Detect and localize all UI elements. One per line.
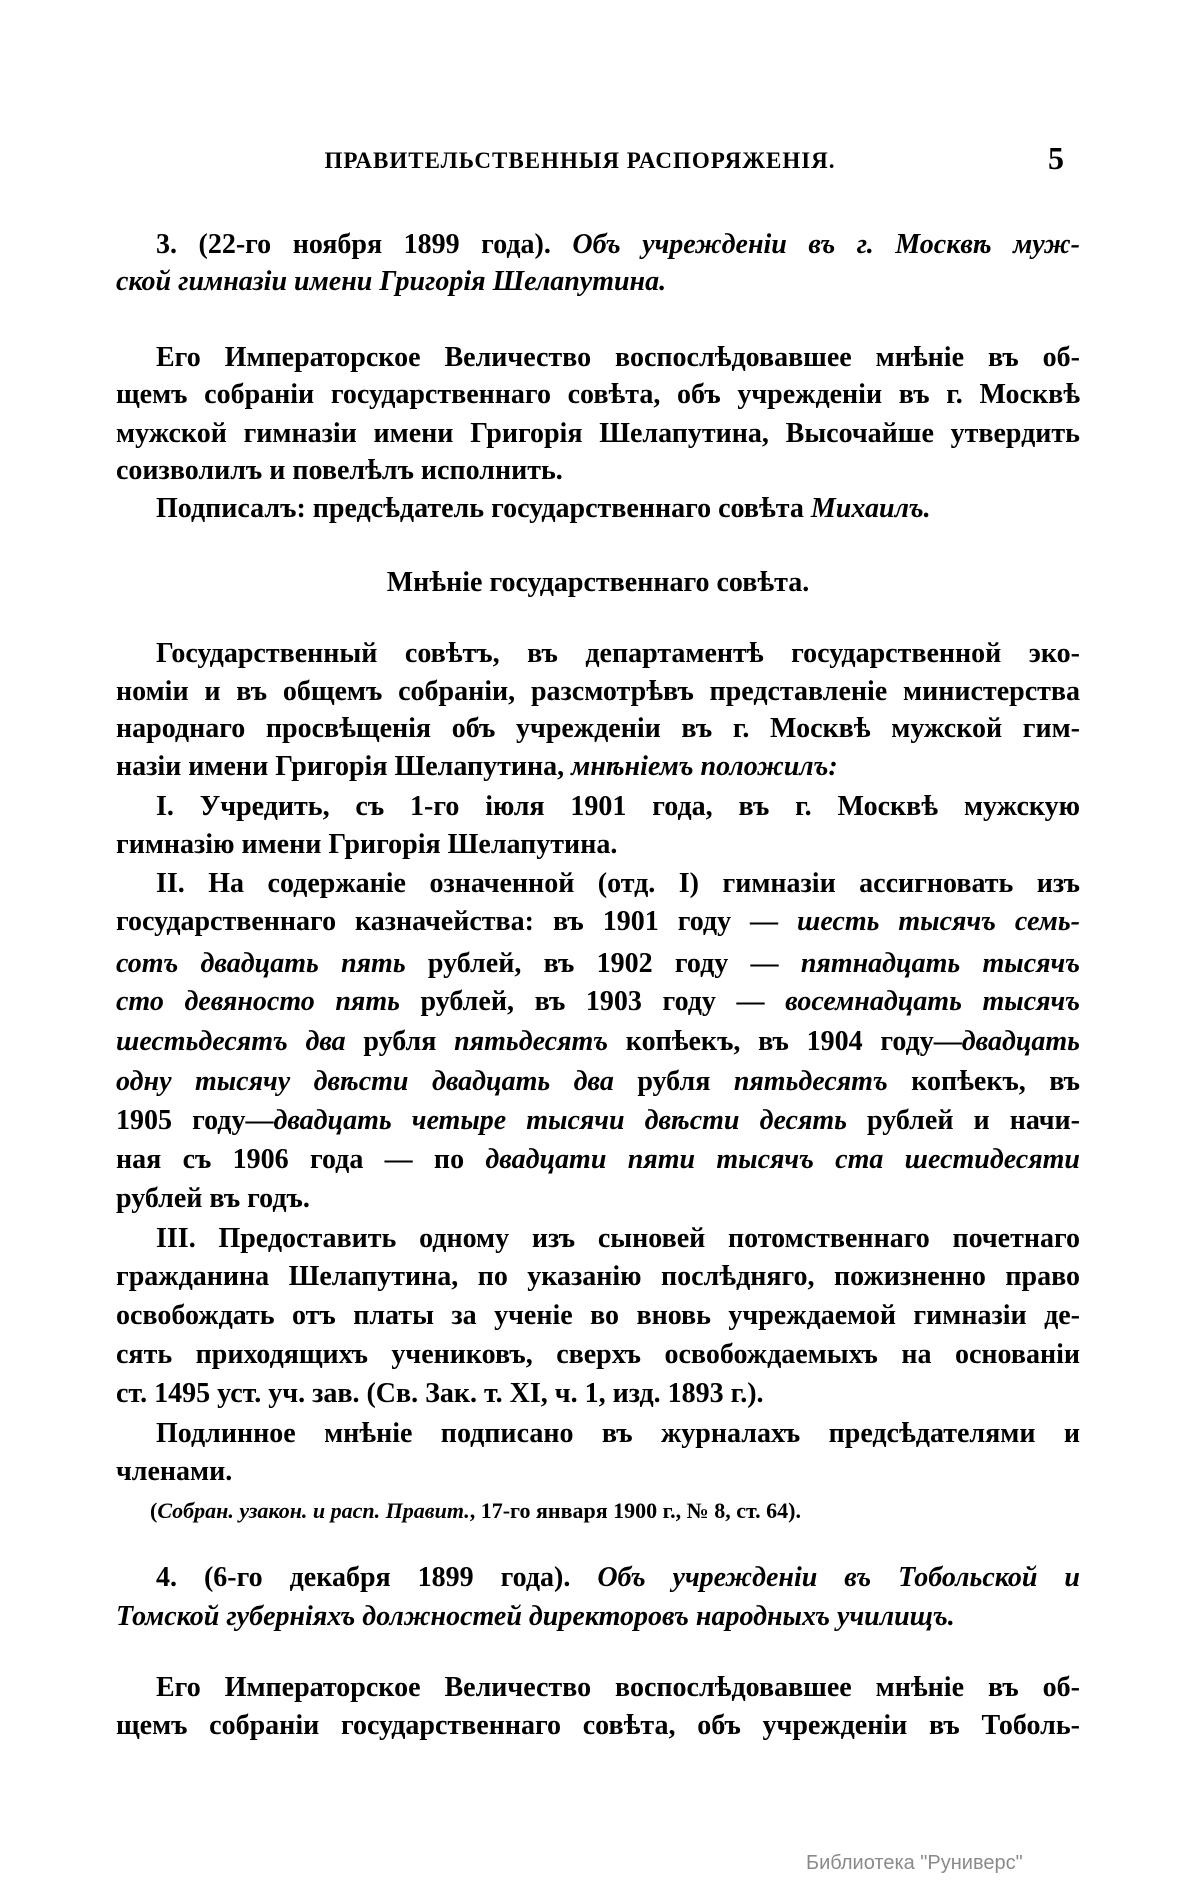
- text-segment: государственнаго казначейства: въ 1901 году —: [116, 906, 798, 937]
- italic-text: шестьдесятъ два: [116, 1026, 346, 1057]
- text-line: [116, 265, 1080, 299]
- italic-text: шесть тысячъ семь-: [797, 906, 1080, 937]
- text-segment: рублей, въ 1902 году —: [405, 948, 801, 979]
- text-segment: копѣекъ, въ 1904 году—: [608, 1026, 962, 1057]
- italic-text: сотъ двадцать пять: [116, 948, 406, 979]
- text-line: [156, 1222, 1080, 1256]
- italic-text: Объ учрежденіи въ г. Москвѣ муж-: [572, 229, 1080, 260]
- text-line: [116, 1260, 1080, 1294]
- text-line: [116, 454, 1080, 488]
- italic-text: сто девяносто пять: [116, 986, 400, 1017]
- text-line: [116, 1299, 1080, 1333]
- text-segment: рублей и начи-: [846, 1105, 1080, 1136]
- library-watermark: Библиотека "Руниверс": [806, 1852, 1023, 1874]
- text-segment: сять приходящихъ учениковъ, сверхъ освобождаемыхъ на основаніи: [116, 1339, 1080, 1370]
- italic-text: мнѣніемъ положилъ:: [571, 751, 838, 782]
- section-heading: [116, 566, 1080, 600]
- italic-text: двадцать: [961, 1026, 1080, 1057]
- text-segment: Подписалъ: предсѣдатель государственнаго совѣта: [156, 493, 811, 524]
- text-line: [116, 1600, 1080, 1634]
- text-segment: назіи имени Григорія Шелапутина,: [116, 751, 572, 782]
- text-segment: гимназію имени Григорія Шелапутина.: [116, 829, 618, 860]
- text-line: [156, 341, 1080, 375]
- text-segment: (: [150, 1498, 158, 1523]
- text-segment: номіи и въ общемъ собраніи, разсмотрѣвъ представленіе министерства: [116, 676, 1080, 707]
- italic-text: пятьдесятъ: [733, 1066, 888, 1097]
- italic-text: Объ учрежденіи въ Тобольской и: [597, 1562, 1081, 1593]
- text-segment: 1905 году—: [116, 1105, 274, 1136]
- italic-text: двадцать четыре тысячи двѣсти десять: [273, 1105, 847, 1136]
- text-line: [116, 675, 1080, 709]
- text-segment: народнаго просвѣщенія объ учрежденіи въ г. Москвѣ мужской гим-: [116, 713, 1080, 744]
- text-segment: Его Императорское Величество воспослѣдовавшее мнѣніе въ об-: [156, 1672, 1080, 1703]
- text-segment: 3. (22-го ноября 1899 года).: [156, 229, 573, 260]
- italic-text: двадцати пяти тысячъ ста шестидесяти: [485, 1144, 1080, 1175]
- text-line: [156, 1561, 1080, 1595]
- text-segment: членами.: [116, 1456, 233, 1487]
- text-segment: рублей въ годъ.: [116, 1183, 310, 1214]
- text-segment: копѣекъ, въ: [887, 1066, 1080, 1097]
- text-line: [116, 417, 1080, 451]
- italic-text: Михаилъ.: [810, 493, 931, 524]
- text-line: [116, 1025, 1080, 1059]
- text-segment: ная съ 1906 года — по: [116, 1144, 486, 1175]
- text-segment: щемъ собраніи государственнаго совѣта, объ учрежденіи въ Тоболь-: [116, 1710, 1080, 1741]
- text-line: [156, 492, 1080, 526]
- text-line: [116, 750, 1080, 784]
- italic-text: пятнадцать тысячъ: [800, 948, 1080, 979]
- text-line: [116, 947, 1080, 981]
- text-segment: III. Предоставить одному изъ сыновей потомственнаго почетнаго: [156, 1223, 1080, 1254]
- text-line: [116, 1455, 1080, 1489]
- text-line: [116, 712, 1080, 746]
- text-line: [116, 1143, 1080, 1177]
- text-line: [116, 1709, 1080, 1743]
- text-line: [116, 828, 1080, 862]
- text-segment: I. Учредить, съ 1-го іюля 1901 года, въ г. Москвѣ мужскую: [156, 791, 1080, 822]
- text-segment: гражданина Шелапутина, по указанію послѣдняго, пожизненно право: [116, 1261, 1080, 1292]
- text-segment: рублей, въ 1903 году —: [399, 986, 786, 1017]
- page-number: 5: [1048, 140, 1064, 176]
- text-segment: Подлинное мнѣніе подписано въ журналахъ предсѣдателями и: [156, 1418, 1080, 1449]
- text-line: [116, 905, 1080, 939]
- citation-line: [150, 1494, 1050, 1528]
- italic-text: ской гимназіи имени Григорія Шелапутина.: [116, 266, 667, 297]
- text-line: [156, 867, 1080, 901]
- text-segment: щемъ собраніи государственнаго совѣта, объ учрежденіи въ г. Москвѣ: [116, 379, 1080, 410]
- text-segment: ст. 1495 уст. уч. зав. (Св. Зак. т. XI, ч. 1, изд. 1893 г.).: [116, 1378, 764, 1409]
- text-segment: рубля: [613, 1066, 734, 1097]
- text-line: [116, 1338, 1080, 1372]
- text-line: [116, 985, 1080, 1019]
- running-title: ПРАВИТЕЛЬСТВЕННЫЯ РАСПОРЯЖЕНІЯ.: [324, 148, 836, 173]
- text-segment: соизволилъ и повелѣлъ исполнить.: [116, 455, 563, 486]
- text-line: [156, 1671, 1080, 1705]
- text-segment: 4. (6-го декабря 1899 года).: [156, 1562, 598, 1593]
- text-line: [156, 637, 1080, 671]
- italic-text: Томской губерніяхъ должностей директоровъ народныхъ училищъ.: [116, 1601, 955, 1632]
- text-line: [116, 1182, 1080, 1216]
- text-segment: , 17-го января 1900 г., № 8, ст. 64).: [469, 1498, 801, 1523]
- text-line: [156, 790, 1080, 824]
- text-segment: II. На содержаніе означенной (отд. I) гимназіи ассигновать изъ: [156, 868, 1080, 899]
- text-segment: Его Императорское Величество воспослѣдовавшее мнѣніе въ об-: [156, 342, 1080, 373]
- text-segment: рубля: [345, 1026, 455, 1057]
- italic-text: восемнадцать тысячъ: [785, 986, 1080, 1017]
- text-line: [116, 378, 1080, 412]
- text-line: [156, 1417, 1080, 1451]
- text-line: [116, 1377, 1080, 1411]
- text-segment: мужской гимназіи имени Григорія Шелапутина, Высочайше утвердить: [116, 418, 1080, 449]
- italic-text: Собран. узакон. и расп. Правит.: [157, 1498, 470, 1523]
- italic-text: пятьдесятъ: [454, 1026, 609, 1057]
- italic-text: одну тысячу двѣсти двадцать два: [116, 1066, 614, 1097]
- text-line: [116, 1065, 1080, 1099]
- text-line: [116, 1104, 1080, 1138]
- text-line: [156, 228, 1080, 262]
- text-segment: освобождать отъ платы за ученіе во вновь учреждаемой гимназіи де-: [116, 1300, 1080, 1331]
- text-segment: Мнѣніе государственнаго совѣта.: [386, 567, 810, 598]
- text-segment: Государственный совѣтъ, въ департаментѣ государственной эко-: [156, 638, 1080, 669]
